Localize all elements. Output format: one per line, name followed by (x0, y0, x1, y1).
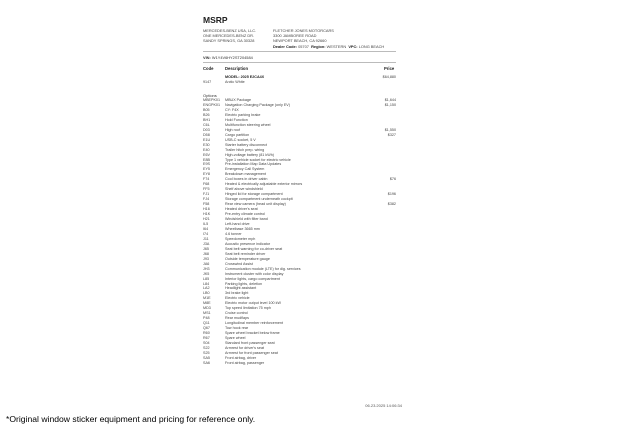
row-code: J11 (203, 236, 209, 241)
row-description: Type 1 vehicle socket for electric vehicle (225, 157, 291, 162)
row-description: Armrest for front passenger seat (225, 350, 278, 355)
row-price: $64,880 (382, 75, 396, 79)
vin-line (203, 55, 253, 60)
row-description: Seat belt warning for co-driver seat (225, 246, 283, 251)
row-description: Front airbag, driver (225, 355, 257, 360)
row-code: S22 (203, 346, 210, 350)
row-code: J68 (203, 251, 209, 256)
row-code: Q11 (203, 321, 210, 326)
table-row (203, 80, 396, 85)
manufacturer-line: SANDY SPRINGS, GA 30328 (203, 38, 255, 44)
row-code: J3A (203, 241, 210, 246)
row-description: Left-hand drive (225, 222, 250, 226)
dealer-line: 3300 JAMBOREE ROAD (273, 33, 317, 39)
row-description: Spare wheel bracket below frame (225, 331, 280, 336)
row-code: EY5 (203, 167, 210, 172)
row-code: B26 (203, 112, 210, 117)
row-code: JK5 (203, 271, 210, 276)
row-description: Top speed limitation 75 mph (225, 306, 271, 311)
manufacturer-line: MERCEDES-BENZ USA, LLC. (203, 28, 257, 33)
row-price: $327 (387, 132, 396, 137)
row-description: Shelf above windshield (225, 187, 263, 192)
row-code: EY8 (203, 172, 210, 177)
row-code: E40 (203, 147, 210, 152)
row-code: BH1 (203, 117, 211, 122)
row-code: B05 (203, 107, 210, 112)
row-description: Cool boxes in driver cabin (225, 177, 268, 182)
dealer-code: 05707 (298, 43, 309, 49)
row-description: Breakdown management (225, 172, 266, 177)
row-code: I74 (203, 231, 209, 236)
row-description: Heated & electrically adjustable exterior mirrors (225, 182, 303, 187)
row-description: Longitudinal member reinforcement (225, 321, 284, 326)
region: WESTERN (326, 43, 347, 49)
row-description: Armrest for driver's seat (225, 346, 265, 350)
row-code: LA2 (203, 286, 210, 291)
row-description: Starter battery disconnect (225, 142, 268, 147)
row-code: I64 (203, 226, 209, 231)
row-code: MD3 (203, 306, 211, 311)
row-description: Tow hook rear (225, 326, 249, 331)
row-description: USB-C socket, 5 V (225, 137, 256, 142)
window-sticker (203, 0, 408, 412)
region-label: Region: (311, 43, 326, 49)
row-description: Storage compartment underneath cockpit (225, 197, 293, 202)
row-code: Q67 (203, 326, 210, 331)
row-description: Outside temperature gauge (225, 256, 270, 261)
row-code: F68 (203, 182, 210, 187)
row-code: FJ4 (203, 197, 210, 202)
row-description: Rear view camera (head unit display) (225, 202, 286, 207)
dealer-line: NEWPORT BEACH, CA 92660 (273, 38, 327, 44)
row-code: E9S (203, 162, 210, 167)
row-description: Headlight assistant (225, 286, 257, 291)
row-code: F58 (203, 202, 210, 207)
row-description: Emergency Call System (225, 167, 265, 172)
vpc: LONG BEACH (358, 43, 385, 49)
table-row (203, 361, 396, 366)
row-code: D58 (203, 132, 210, 137)
row-code: FF5 (203, 187, 210, 192)
row-description: High-voltage battery (81 kWh) (225, 152, 274, 157)
disclaimer-footer: *Original window sticker equipment and pricing for reference only. (6, 414, 256, 424)
row-code: J65 (203, 246, 209, 251)
row-code: L85 (203, 276, 210, 281)
row-code: P48 (203, 316, 210, 321)
timestamp: 06.23.2025 14:06:34 (365, 403, 402, 408)
vin-value: W1Y4V6HY2ST204584 (211, 55, 253, 60)
row-code: JA6 (203, 261, 210, 266)
vin-label: VIN: (203, 55, 211, 60)
row-code: S04 (203, 341, 210, 346)
row-code: LB0 (203, 291, 210, 296)
row-description: Electric vehicle (225, 296, 250, 301)
row-code: SA5 (203, 355, 210, 360)
row-description: Windshield with filter band (225, 217, 268, 222)
row-code: IL5 (203, 222, 209, 226)
row-code: E30 (203, 142, 210, 147)
dealer-address (273, 28, 413, 49)
row-code: H16 (203, 207, 210, 212)
row-price: $1,644 (384, 98, 396, 102)
row-description: Cargo partition (225, 132, 250, 137)
row-code: L84 (203, 281, 210, 286)
row-code: R60 (203, 331, 210, 336)
row-code: S25 (203, 350, 210, 355)
row-code: J93 (203, 256, 209, 261)
divider (203, 51, 396, 52)
code-header: Code (203, 66, 214, 71)
row-description: Heated driver's seat (225, 207, 258, 212)
row-description: Rear mudflaps (225, 316, 249, 321)
row-description: Navigation Charging Package (only EV) (225, 102, 290, 107)
price-header: Price (384, 66, 395, 71)
row-description: Pre-installation Map Data Updates (225, 162, 282, 167)
dealer-code-label: Dealer Code: (273, 43, 297, 49)
row-price: $76 (389, 177, 396, 182)
row-code: MS1 (203, 311, 211, 316)
row-code: M1E (203, 296, 211, 301)
row-description: Front airbag, passenger (225, 360, 265, 365)
row-description: Trailer hitch prep. wiring (225, 147, 265, 152)
row-code: ENGPK01 (203, 102, 221, 107)
row-code: 9147 (203, 80, 212, 85)
row-code: F74 (203, 177, 210, 182)
row-description: Standard front passenger seat (225, 341, 275, 346)
row-price: $196 (387, 192, 396, 197)
row-description: Multifunction steering wheel (225, 122, 271, 127)
row-description: MODEL: 2025 E2CA4X (225, 75, 265, 79)
row-code: E1U (203, 137, 211, 142)
row-description: Hinged lid for storage compartment (225, 192, 283, 197)
row-description: Seat belt reminder driver (225, 251, 266, 256)
divider (203, 62, 396, 63)
row-description: Speedometer mph (225, 236, 256, 241)
row-description: Spare wheel (225, 336, 246, 341)
manufacturer-line: ONE MERCEDES-BENZ DR. (203, 33, 255, 39)
vpc-label: VPC: (348, 43, 358, 49)
row-description: CY: F4X (225, 107, 239, 112)
row-code: H21 (203, 217, 210, 222)
row-description: High roof (225, 127, 240, 132)
sticker-title: MSRP (203, 15, 228, 25)
row-description: Crosswind Assist (225, 261, 253, 266)
row-description: Parking lights, deletion (225, 281, 263, 286)
row-code: C6L (203, 122, 210, 127)
row-code: FJ1 (203, 192, 210, 197)
row-description: Pre-entry climate control (225, 212, 265, 217)
row-description: MBUX Package (225, 98, 252, 102)
row-code: R67 (203, 336, 210, 341)
row-description: Communication module (LTE) for dig. services (225, 266, 301, 271)
options-heading: Options (203, 93, 217, 98)
row-description: Wheelbase 3665 mm (225, 226, 260, 231)
row-description: Cruise control (225, 311, 248, 316)
row-code: E8B (203, 157, 210, 162)
row-price: $1,150 (384, 102, 396, 107)
manufacturer-address (203, 28, 263, 44)
row-code: H1K (203, 212, 211, 217)
row-code: JH3 (203, 266, 210, 271)
row-description: Hold Function (225, 117, 248, 122)
dealer-info (273, 44, 413, 49)
row-description: Interior lights, cargo compartment (225, 276, 280, 281)
row-price: $382 (387, 202, 396, 207)
row-code: D03 (203, 127, 210, 132)
row-description: Instrument cluster with color display (225, 271, 284, 276)
row-description: 3rd brake light (225, 291, 249, 296)
row-description: 4.6 tonner (225, 231, 242, 236)
row-description: Electric parking brake (225, 112, 261, 117)
dealer-line: FLETCHER JONES MOTORCARS (273, 28, 334, 33)
row-code: SA6 (203, 360, 210, 365)
row-code: M8E (203, 301, 211, 306)
row-code: E6V (203, 152, 210, 157)
description-header: Description (225, 66, 249, 71)
row-description: Arctic White (225, 80, 245, 85)
row-description: Acoustic presence indicator (225, 241, 271, 246)
row-price: $1,550 (384, 127, 396, 132)
row-code: MBEPK01 (203, 98, 221, 102)
row-description: Electric motor output level 100 kW (225, 301, 281, 306)
